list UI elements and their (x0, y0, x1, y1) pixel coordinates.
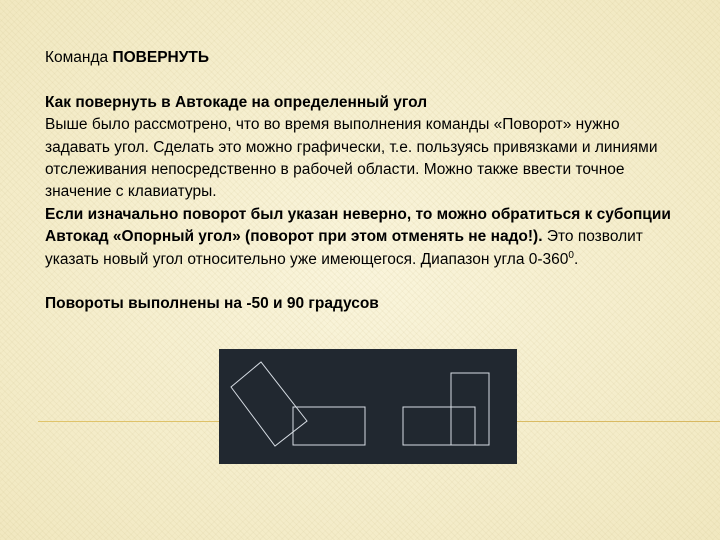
autocad-rotation-figure (219, 349, 517, 464)
paragraph-1: Выше было рассмотрено, что во время выполнения команды «Поворот» нужно задавать угол. Сделать это можно графически, т.е. пользуясь привязками и линиями отслеживания непосредственно в рабочей области. Можно также ввести точное значение с клавиатуры. (45, 116, 658, 201)
paragraph-2: Если изначально поворот был указан неверно, то можно обратиться к субопции Автокад «Опорный угол» (поворот при этом отменять не надо!). Это позволит указать новый угол относительно уже имеющегося. Диапазон угла $0-360^0$. (45, 205, 671, 268)
bold-note: Если изначально поворот был указан неверно, то можно обратиться к субопции Автокад «Опорный угол» (поворот при этом отменять не надо!). (45, 205, 671, 246)
command-name: ПОВЕРНУТЬ (112, 49, 209, 66)
original-rectangle-left (293, 407, 365, 445)
rotated-rectangle-90 (451, 373, 489, 445)
section-heading: Как повернуть в Автокаде на определенный угол (45, 93, 428, 111)
rotation-drawing (219, 349, 517, 464)
slide-content (45, 47, 685, 316)
original-rectangle-right (403, 407, 475, 445)
footer-caption: Повороты выполнены на -50 и 90 градусов (45, 295, 379, 313)
rotated-rectangle-minus-50 (231, 362, 307, 446)
slide-title: Команда ПОВЕРНУТЬ (45, 49, 209, 66)
degree-superscript: 0 (568, 249, 574, 261)
